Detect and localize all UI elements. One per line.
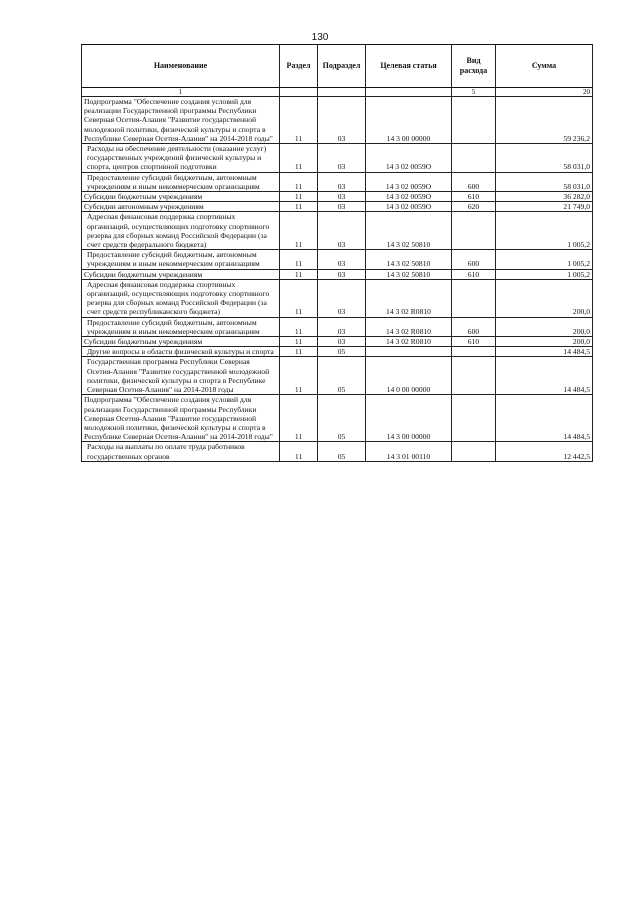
table-row — [82, 279, 593, 317]
row-name-cell: Предоставление субсидий бюджетным, автономным учреждениям и иным некоммерческим организациям — [82, 250, 280, 269]
row-expense-cell: 610 — [452, 269, 496, 279]
row-amount-cell: 1 005,2 — [496, 212, 593, 250]
table-row — [82, 442, 593, 461]
row-expense-cell — [452, 442, 496, 461]
table-row — [82, 192, 593, 202]
row-expense-cell — [452, 347, 496, 357]
header-expense: Вид расхода — [452, 45, 496, 88]
row-target-cell: 14 3 02 0059О — [366, 192, 452, 202]
column-numbering-row — [82, 88, 593, 97]
row-name-cell: Другие вопросы в области физической культуры и спорта — [82, 347, 280, 357]
row-subsection-cell: 05 — [318, 395, 366, 442]
row-section-cell: 11 — [280, 202, 318, 212]
numbering-target — [366, 88, 452, 97]
row-section-cell: 11 — [280, 347, 318, 357]
row-expense-cell: 600 — [452, 172, 496, 191]
row-subsection-cell: 03 — [318, 144, 366, 173]
row-amount-cell: 200,0 — [496, 279, 593, 317]
row-target-cell: 14 0 00 00000 — [366, 357, 452, 395]
row-subsection-cell: 05 — [318, 347, 366, 357]
row-target-cell: 14 3 02 50810 — [366, 269, 452, 279]
row-target-cell: 14 3 01 00110 — [366, 442, 452, 461]
header-subsection: Подраздел — [318, 45, 366, 88]
row-section-cell: 11 — [280, 337, 318, 347]
page-number: 130 — [311, 32, 329, 43]
numbering-section — [280, 88, 318, 97]
row-name-cell: Адресная финансовая поддержка спортивных организаций, осуществляющих подготовку спортивного резерва для сборных команд Российской Федерации (за счет средств федерального бюджета) — [82, 212, 280, 250]
row-expense-cell: 600 — [452, 317, 496, 336]
table-row — [82, 250, 593, 269]
row-amount-cell: 14 484,5 — [496, 357, 593, 395]
row-expense-cell — [452, 144, 496, 173]
row-amount-cell: 1 005,2 — [496, 269, 593, 279]
row-name-cell: Подпрограмма "Обеспечение создания условий для реализации Государственной программы Республики Северная Осетия-Алания "Развитие государственной молодежной политики, физической культуры и спорта в Республике Северная Осетия-Алания" на 2014-2018 годы" — [82, 395, 280, 442]
row-target-cell: 14 3 02 0059О — [366, 202, 452, 212]
row-amount-cell: 59 236,2 — [496, 97, 593, 144]
numbering-expense: 5 — [452, 88, 496, 97]
row-name-cell: Предоставление субсидий бюджетным, автономным учреждениям и иным некоммерческим организациям — [82, 317, 280, 336]
row-section-cell: 11 — [280, 144, 318, 173]
budget-table — [81, 44, 593, 462]
row-target-cell: 14 3 02 R0810 — [366, 337, 452, 347]
row-subsection-cell: 03 — [318, 337, 366, 347]
row-amount-cell: 58 031,0 — [496, 144, 593, 173]
row-amount-cell: 14 484,5 — [496, 395, 593, 442]
row-section-cell: 11 — [280, 192, 318, 202]
row-section-cell: 11 — [280, 269, 318, 279]
header-amount: Сумма — [496, 45, 593, 88]
row-name-cell: Субсидии бюджетным учреждениям — [82, 269, 280, 279]
row-expense-cell — [452, 279, 496, 317]
row-name-cell: Адресная финансовая поддержка спортивных организаций, осуществляющих подготовку спортивного резерва для сборных команд Российской Федерации (за счет средств республиканского бюджета) — [82, 279, 280, 317]
row-expense-cell: 620 — [452, 202, 496, 212]
row-subsection-cell: 03 — [318, 317, 366, 336]
row-name-cell: Предоставление субсидий бюджетным, автономным учреждениям и иным некоммерческим организациям — [82, 172, 280, 191]
row-name-cell: Субсидии автономным учреждениям — [82, 202, 280, 212]
row-expense-cell — [452, 97, 496, 144]
table-row — [82, 202, 593, 212]
row-amount-cell: 21 749,0 — [496, 202, 593, 212]
numbering-amount: 20 — [496, 88, 593, 97]
row-subsection-cell: 03 — [318, 279, 366, 317]
row-subsection-cell: 03 — [318, 202, 366, 212]
row-subsection-cell: 03 — [318, 172, 366, 191]
row-subsection-cell: 03 — [318, 192, 366, 202]
row-subsection-cell: 05 — [318, 357, 366, 395]
row-section-cell: 11 — [280, 317, 318, 336]
table-row — [82, 395, 593, 442]
row-section-cell: 11 — [280, 172, 318, 191]
row-subsection-cell: 03 — [318, 212, 366, 250]
row-target-cell: 14 3 02 0059О — [366, 172, 452, 191]
table-row — [82, 347, 593, 357]
row-subsection-cell: 05 — [318, 442, 366, 461]
row-amount-cell: 12 442,5 — [496, 442, 593, 461]
row-name-cell: Расходы на выплаты по оплате труда работников государственных органов — [82, 442, 280, 461]
row-target-cell: 14 3 00 00000 — [366, 97, 452, 144]
row-section-cell: 11 — [280, 250, 318, 269]
row-section-cell: 11 — [280, 212, 318, 250]
row-target-cell: 14 3 02 R0810 — [366, 317, 452, 336]
table-row — [82, 172, 593, 191]
row-target-cell: 14 3 02 0059О — [366, 144, 452, 173]
row-amount-cell: 200,0 — [496, 337, 593, 347]
row-amount-cell: 36 282,0 — [496, 192, 593, 202]
row-name-cell: Государственная программа Республики Северная Осетия-Алания "Развитие государственной молодежной политики, физической культуры и спорта в Республике Северная Осетия-Алания" на 2014-2018 годы — [82, 357, 280, 395]
table-row — [82, 357, 593, 395]
row-expense-cell: 610 — [452, 192, 496, 202]
row-target-cell — [366, 347, 452, 357]
table-row — [82, 269, 593, 279]
row-expense-cell — [452, 212, 496, 250]
row-subsection-cell: 03 — [318, 250, 366, 269]
row-section-cell: 11 — [280, 279, 318, 317]
table-row — [82, 144, 593, 173]
row-subsection-cell: 03 — [318, 269, 366, 279]
row-amount-cell: 200,0 — [496, 317, 593, 336]
table-row — [82, 212, 593, 250]
row-amount-cell: 58 031,0 — [496, 172, 593, 191]
row-amount-cell: 14 484,5 — [496, 347, 593, 357]
row-section-cell: 11 — [280, 97, 318, 144]
table-row — [82, 97, 593, 144]
row-expense-cell — [452, 357, 496, 395]
row-name-cell: Субсидии бюджетным учреждениям — [82, 337, 280, 347]
table-row — [82, 337, 593, 347]
numbering-name: 1 — [82, 88, 280, 97]
header-section: Раздел — [280, 45, 318, 88]
row-subsection-cell: 03 — [318, 97, 366, 144]
row-amount-cell: 1 005,2 — [496, 250, 593, 269]
row-target-cell: 14 3 02 R0810 — [366, 279, 452, 317]
numbering-subsection — [318, 88, 366, 97]
row-expense-cell — [452, 395, 496, 442]
row-section-cell: 11 — [280, 357, 318, 395]
row-section-cell: 11 — [280, 395, 318, 442]
table-row — [82, 317, 593, 336]
row-section-cell: 11 — [280, 442, 318, 461]
row-target-cell: 14 3 02 50810 — [366, 250, 452, 269]
row-expense-cell: 600 — [452, 250, 496, 269]
row-name-cell: Субсидии бюджетным учреждениям — [82, 192, 280, 202]
row-target-cell: 14 3 02 50810 — [366, 212, 452, 250]
row-name-cell: Расходы на обеспечение деятельности (оказание услуг) государственных учреждений физической культуры и спорта, центров спортивной подготовки — [82, 144, 280, 173]
header-name: Наименование — [82, 45, 280, 88]
row-expense-cell: 610 — [452, 337, 496, 347]
row-target-cell: 14 3 00 00000 — [366, 395, 452, 442]
table-header-row — [82, 45, 593, 88]
row-name-cell: Подпрограмма "Обеспечение создания условий для реализации Государственной программы Республики Северная Осетия-Алания "Развитие государственной молодежной политики, физической культуры и спорта в Республике Северная Осетия-Алания" на 2014-2018 годы" — [82, 97, 280, 144]
header-target: Целевая статья — [366, 45, 452, 88]
